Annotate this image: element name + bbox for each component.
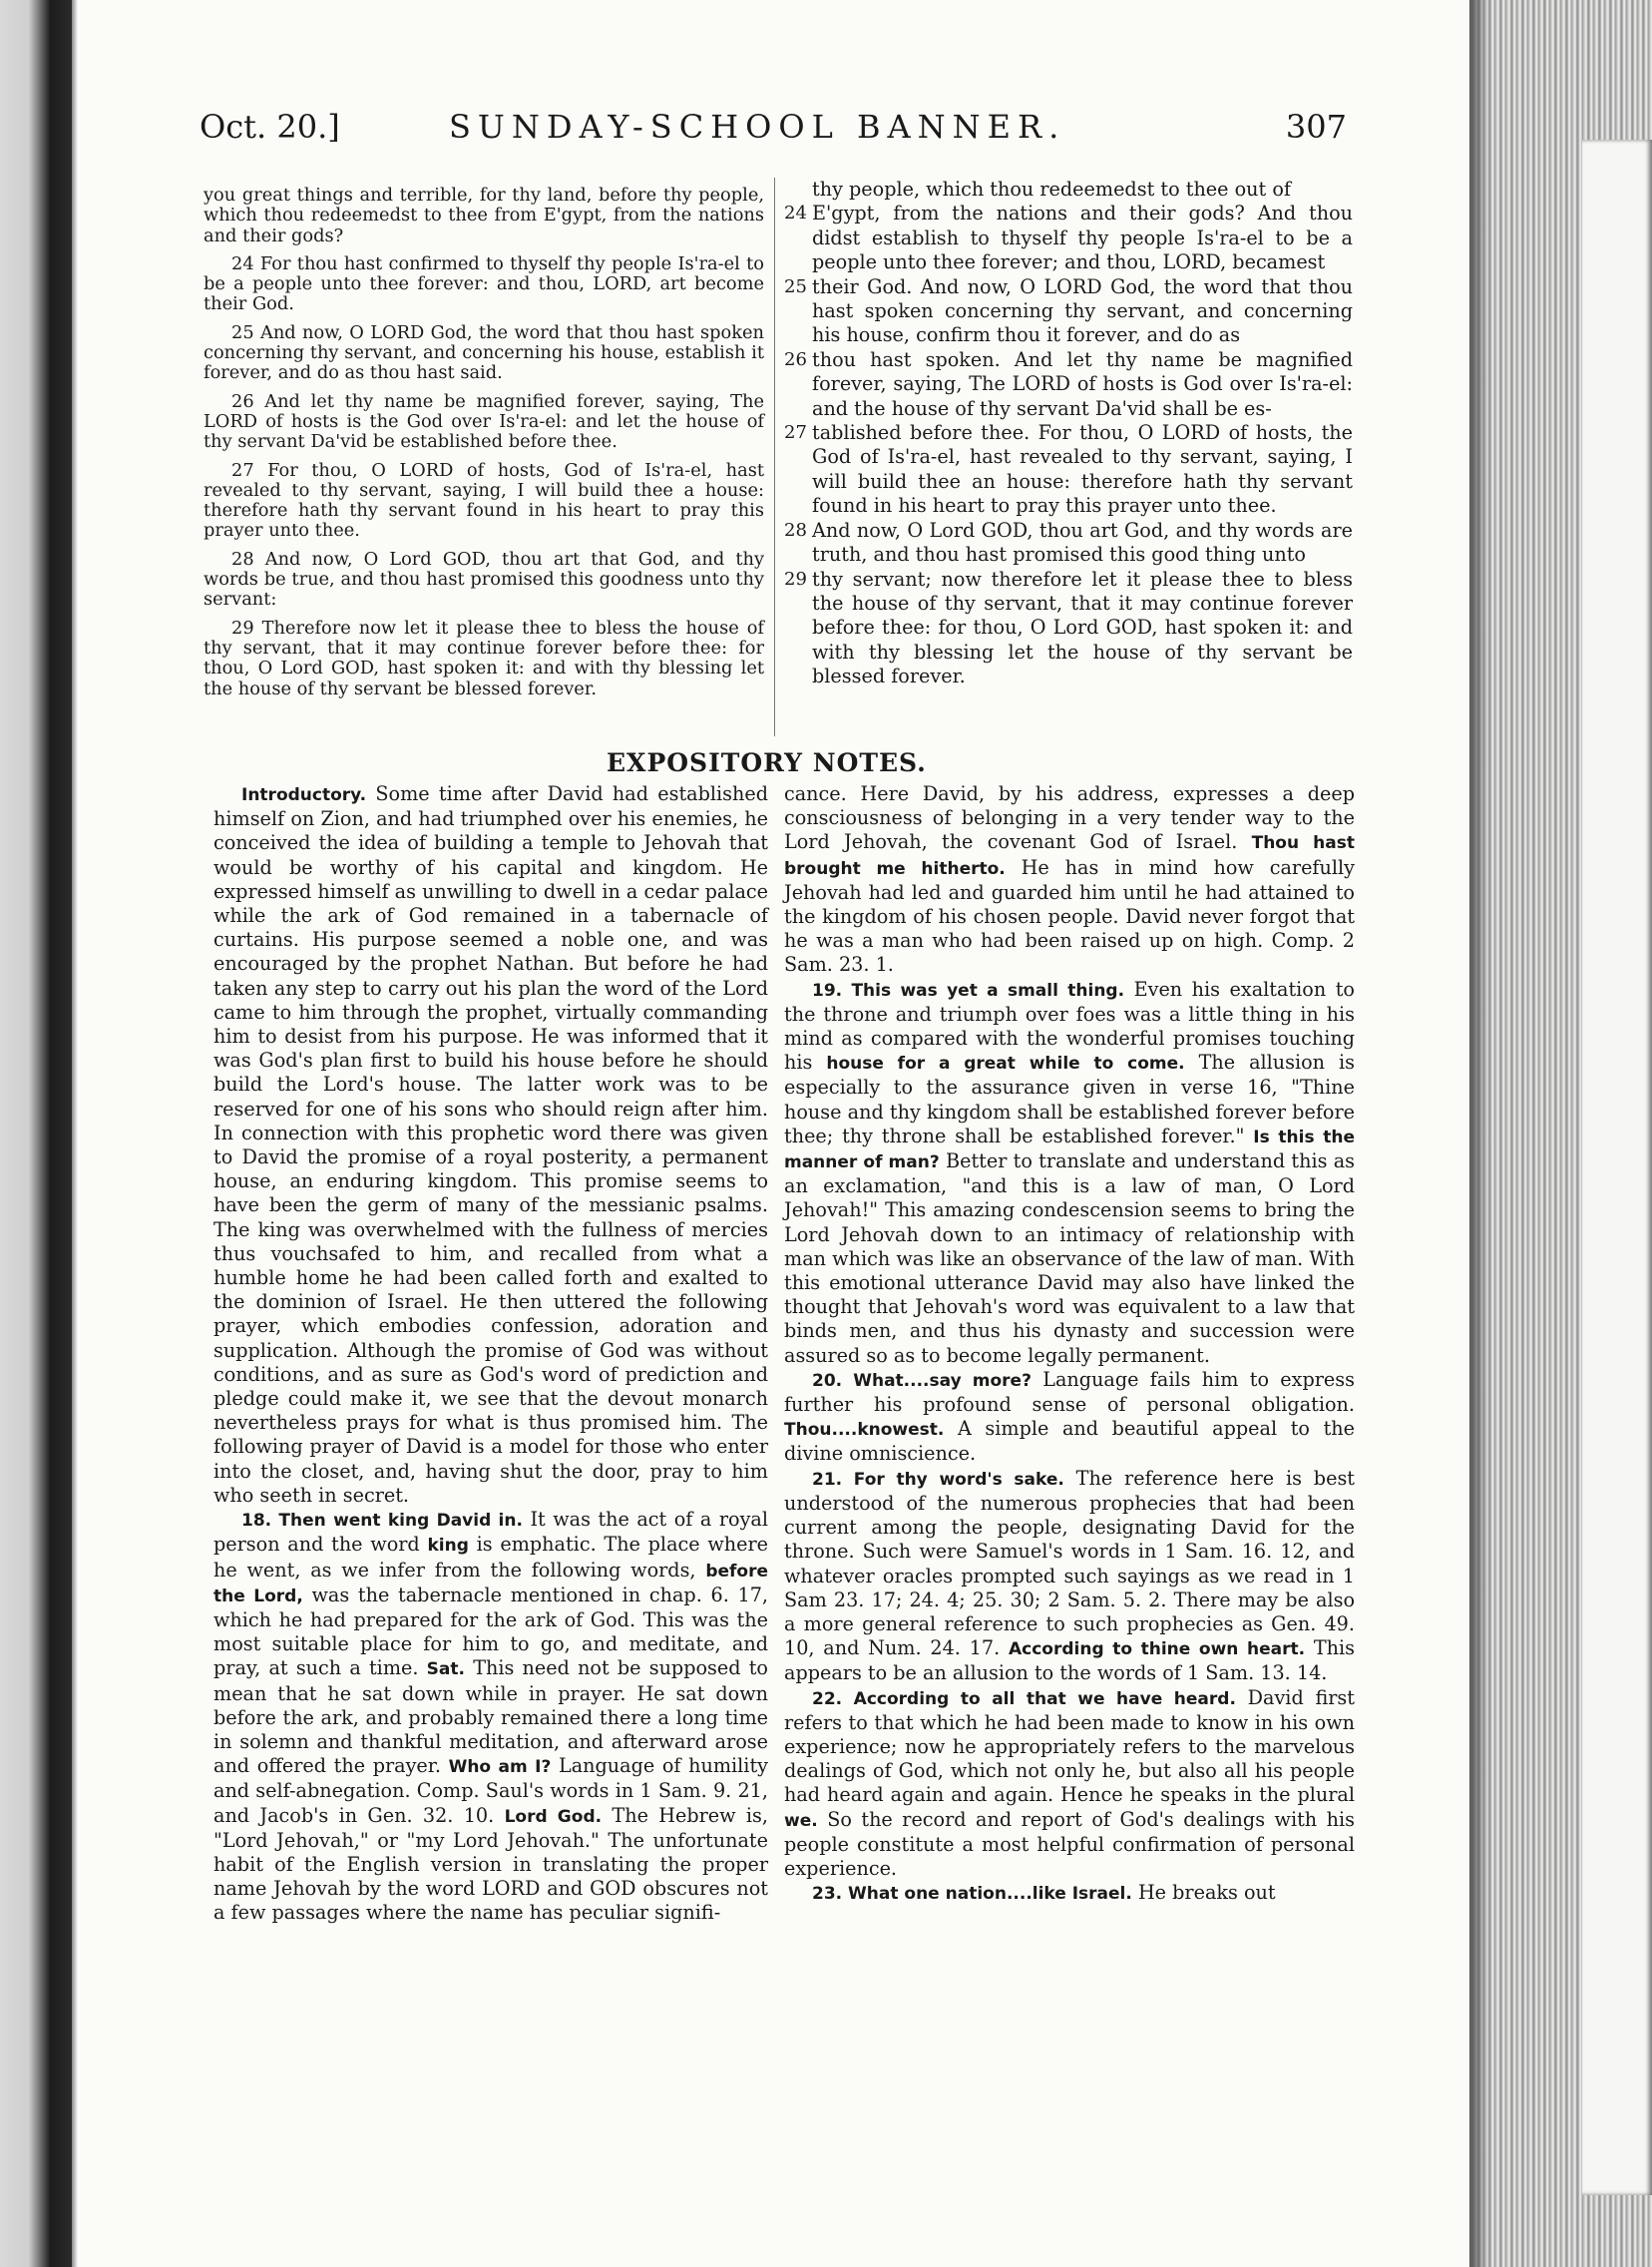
verse-text: And now, O Lord GOD, thou art God, and thy words are truth, and thou hast promised this good thing unto (812, 518, 1353, 567)
scripture-verse: 26 And let thy name be magnified forever, saying, The LORD of hosts is the God over Is'ra-el: and let the house of thy servant Da'vid be established before thee. (204, 390, 764, 453)
note-heading: Introductory. (241, 785, 367, 805)
note-paragraph: 18. Then went king David in. It was the act of a royal person and the word king is emphatic. The place where he went, as we infer from the following words, before the Lord, was the tabernacle mentioned in chap. 6. 17, which he had prepared for the ark of God. This was the most suitable place for him to go, and meditate, and pray, at such a time. Sat. This need not be supposed to mean that he sat down while in prayer. He sat down before the ark, and probably remained there a long time in solemn and thankful meditation, and afterward arose and offered the prayer. Who am I? Language of humility and self-abnegation. Comp. Saul's words in 1 Sam. 9. 21, and Jacob's in Gen. 32. 10. Lord God. The Hebrew is, "Lord Jehovah," or "my Lord Jehovah." The unfortunate habit of the English version in translating the proper name Jehovah by the word LORD and GOD obscures not a few passages where the name has peculiar signifi- (213, 1508, 769, 1925)
header-title: SUNDAY-SCHOOL BANNER. (449, 108, 1066, 146)
scripture-verse: 24 For thou hast confirmed to thyself thy people Is'ra-el to be a people unto thee forever: and thou, LORD, art become their God. (204, 252, 764, 315)
verse-number: 28 (784, 519, 807, 541)
notes-left-column (213, 782, 768, 1926)
verse-text: tablished before thee. For thou, O LORD of hosts, the God of Is'ra-el, hast revealed to thy servant, saying, I will build thee an house: therefore hath thy servant found in his heart to pray this prayer unto thee. (812, 421, 1353, 518)
scripture-verse: 27 For thou, O LORD of hosts, God of Is'ra-el, hast revealed to thy servant, saying, I will build thee a house: therefore hath thy servant found in his heart to pray this prayer unto thee. (204, 459, 764, 542)
scripture-line (784, 348, 1353, 421)
verse-number: 24 (784, 203, 807, 225)
book-gutter (0, 0, 72, 2267)
scripture-line (784, 519, 1353, 568)
scripture-line (784, 275, 1353, 348)
verse-number: 27 (784, 422, 807, 444)
column-divider (774, 178, 775, 736)
scripture-authorized-column (784, 178, 1353, 689)
note-paragraph: 20. What....say more? Language fails him to express further his profound sense of personal obligation. Thou....knowest. A simple and beautiful appeal to the divine omniscience. (784, 1367, 1355, 1466)
verse-text: their God. And now, O LORD God, the word that thou hast spoken concerning thy servant, and concerning his house, confirm thou it forever, and do as (812, 274, 1353, 347)
note-heading: 20. What....say more? (812, 1370, 1032, 1391)
scripture-line (784, 568, 1353, 689)
note-paragraph: Introductory. Some time after David had established himself on Zion, and had triumphed over his enemies, he conceived the idea of building a temple to Jehovah that would be worthy of his capital and kingdom. He expressed himself as unwilling to dwell in a cedar palace while the ark of God remained in a tabernacle of curtains. His purpose seemed a noble one, and was encouraged by the prophet Nathan. But before he had taken any step to carry out his plan the word of the Lord came to him through the prophet, virtually commanding him to desist from his purpose. He was informed that it was God's plan first to build his house before he should build the Lord's house. The latter work was to be reserved for one of his sons who should reign after him. In connection with this prophetic word there was given to David the promise of a royal posterity, a permanent house, an enduring kingdom. This promise seems to have been the germ of many of the messianic psalms. The king was overwhelmed with the fullness of mercies thus vouchsafed to him, and recalled from what a humble home he had been called forth and exalted to the dominion of Israel. He then uttered the following prayer, which embodies confession, adoration and supplication. Although the promise of God was without conditions, and as sure as God's word of prediction and pledge could make it, we see that the devout monarch nevertheless prays for what is thus promised him. The following prayer of David is a model for those who enter into the closet, and, having shut the door, pray to him who seeth in secret. (213, 782, 768, 1507)
note-heading: 18. Then went king David in. (241, 1511, 523, 1532)
note-paragraph: 21. For thy word's sake. The reference here is best understood of the numerous prophecies that had been current among the people, designating David for the throne. Such were Samuel's words in 1 Sam. 16. 12, and whatever oracles prompted such sayings as we read in 1 Sam 23. 17; 24. 4; 25. 30; 2 Sam. 5. 2. There may be also a more general reference to such prophecies as Gen. 49. 10, and Num. 24. 17. According to thine own heart. This appears to be an allusion to the words of 1 Sam. 13. 14. (784, 1466, 1355, 1685)
note-heading: 21. For thy word's sake. (812, 1469, 1064, 1490)
section-title: EXPOSITORY NOTES. (607, 748, 927, 777)
scripture-verse: 25 And now, O LORD God, the word that thou hast spoken concerning thy servant, and concerning his house, establish it forever, and do as thou hast said. (204, 321, 764, 384)
verse-text: thy servant; now therefore let it please thee to bless the house of thy servant, that it may continue forever before thee: for thou, O Lord GOD, hast spoken it: and with thy blessing let the house of thy servant be blessed forever. (812, 567, 1353, 688)
scripture-line (784, 202, 1353, 274)
verse-number: 29 (784, 568, 807, 590)
scripture-line (784, 421, 1353, 519)
note-heading: 22. According to all that we have heard. (812, 1688, 1236, 1709)
verse-number: 26 (784, 348, 807, 370)
note-paragraph: 22. According to all that we have heard. David first refers to that which he had been made to know in his own experience; now he appropriately refers to the marvelous dealings of God, which not only he, but also all his people had heard again and again. Hence he speaks in the plural we. So the record and report of God's dealings with his people constitute a most helpful confirmation of personal experience. (784, 1685, 1355, 1880)
scripture-verse: you great things and terrible, for thy land, before thy people, which thou redeemedst to thee from E'gypt, from the nations and their gods? (204, 185, 764, 246)
page-number: 307 (1285, 108, 1347, 146)
verse-text: E'gypt, from the nations and their gods? And thou didst establish to thyself thy people Is'ra-el to be a people unto thee forever; and thou, LORD, becamest (812, 202, 1353, 274)
note-paragraph: 23. What one nation....like Israel. He breaks out (812, 1881, 1276, 1905)
notes-right-column (784, 782, 1355, 1906)
verse-text: thou hast spoken. And let thy name be magnified forever, saying, The LORD of hosts is God over Is'ra-el: and the house of thy servant Da'vid shall be es- (812, 347, 1353, 420)
scripture-verse: 28 And now, O Lord GOD, thou art that God, and thy words be true, and thou hast promised this goodness unto thy servant: (204, 548, 764, 611)
note-heading: 19. This was yet a small thing. (812, 980, 1125, 1001)
note-heading: 23. What one nation....like Israel. (812, 1884, 1132, 1905)
verse-text: thy people, which thou redeemedst to thee out of (812, 178, 1291, 201)
verse-number: 25 (784, 275, 807, 297)
scripture-verse: 29 Therefore now let it please thee to bless the house of thy servant, that it may continue forever before thee: for thou, O Lord GOD, hast spoken it: and with thy blessing let the house of thy servant be blessed forever. (204, 617, 764, 699)
running-header (200, 108, 1347, 154)
header-date: Oct. 20.] (200, 108, 340, 146)
scripture-line (784, 178, 1353, 202)
note-paragraph: 19. This was yet a small thing. Even his exaltation to the throne and triumph over foes was a little thing in his mind as compared with the wonderful promises touching his house for a great while to come. The allusion is especially to the assurance given in verse 16, "Thine house and thy kingdom shall be established forever before thee; thy throne shall be established forever." Is this the manner of man? Better to translate and understand this as an exclamation, "and this is a law of man, O Lord Jehovah!" This amazing condescension seems to bring the Lord Jehovah down to an intimacy of relationship with man which was like an observance of the law of man. With this emotional utterance David may also have linked the thought that Jehovah's word was equivalent to a law that binds men, and thus his dynasty and succession were assured so as to become legally permanent. (784, 977, 1356, 1367)
scripture-revised-column (204, 186, 764, 707)
note-paragraph: cance. Here David, by his address, expresses a deep consciousness of belonging in a very tender way to the Lord Jehovah, the covenant God of Israel. Thou hast brought me hitherto. He has in mind how carefully Jehovah had led and guarded him until he had attained to the kingdom of his chosen people. David never forgot that he was a man who had been raised up on high. Comp. 2 Sam. 23. 1. (784, 782, 1356, 977)
page-edge-stack (1469, 0, 1652, 2267)
